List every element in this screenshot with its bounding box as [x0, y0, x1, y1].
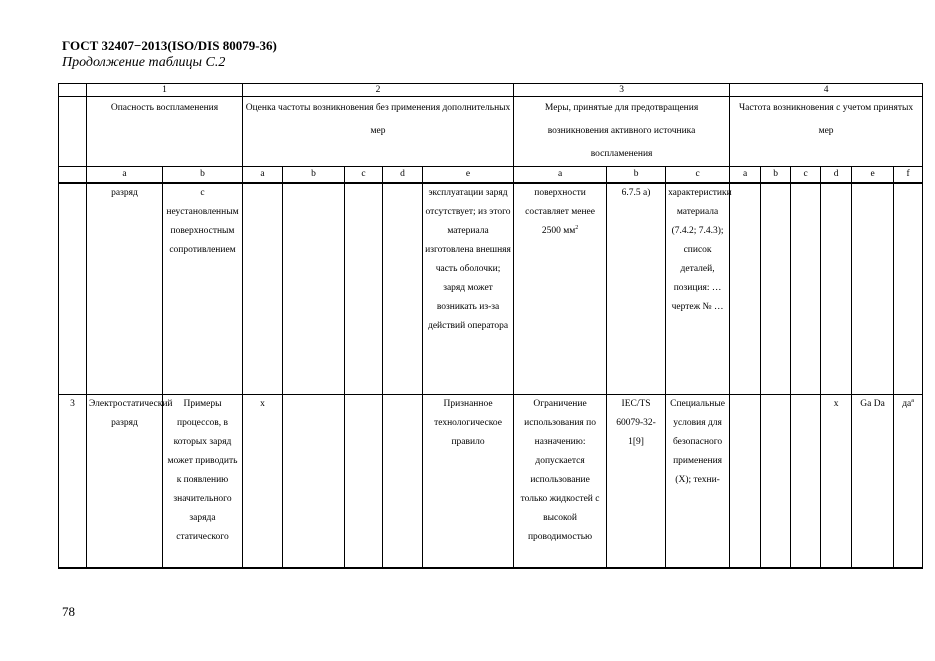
- sub-header: e: [852, 167, 894, 184]
- cell-frequency-a: х: [243, 395, 283, 569]
- empty-cell: [59, 167, 87, 184]
- cell-measure-reference: IEC/TS 60079-32-1[9]: [607, 395, 666, 569]
- cell-frequency-with-measures-d: х: [821, 395, 852, 569]
- sub-header: d: [383, 167, 423, 184]
- empty-cell: [345, 395, 383, 569]
- cell-measure-documentation: Специальные условия для безопасного применения (Х); техни-: [666, 395, 730, 569]
- sub-header: b: [283, 167, 345, 184]
- empty-cell: [821, 183, 852, 395]
- sub-header: a: [514, 167, 607, 184]
- sub-header: f: [894, 167, 923, 184]
- empty-cell: [730, 395, 761, 569]
- hazard-assessment-table: [58, 83, 923, 569]
- empty-cell: [283, 183, 345, 395]
- empty-cell: [59, 97, 87, 167]
- empty-cell: [243, 183, 283, 395]
- sub-header: a: [730, 167, 761, 184]
- page-number: 78: [62, 604, 75, 619]
- empty-cell: [761, 395, 791, 569]
- sub-header: d: [821, 167, 852, 184]
- group-header-frequency-assessment: Оценка частоты возникновения без применения дополнительных мер: [243, 97, 514, 167]
- empty-cell: [730, 183, 761, 395]
- column-number: 2: [243, 84, 514, 97]
- group-header-measures: Меры, принятые для предотвращения возникновения активного источника воспламенения: [514, 97, 730, 167]
- empty-cell: [283, 395, 345, 569]
- column-number: 3: [514, 84, 730, 97]
- sub-header: e: [423, 167, 514, 184]
- row-number: 3: [59, 395, 87, 569]
- empty-cell: [59, 84, 87, 97]
- sub-header: c: [666, 167, 730, 184]
- cell-measure-documentation: характеристики материала (7.4.2; 7.4.3); список деталей, позиция: … чертеж № …: [666, 183, 730, 395]
- document-title: ГОСТ 32407−2013(ISO/DIS 80079-36): [62, 38, 277, 53]
- group-header-ignition-hazard: Опасность воспламенения: [87, 97, 243, 167]
- cell-measure-description: Ограничение использования по назначению: допускается использование только жидкостей с высокой проводимостью: [514, 395, 607, 569]
- empty-cell: [761, 183, 791, 395]
- group-header-frequency-with-measures: Частота возникновения с учетом принятых мер: [730, 97, 923, 167]
- sub-header: c: [791, 167, 821, 184]
- superscript: 2: [575, 224, 579, 231]
- empty-cell: [791, 183, 821, 395]
- empty-cell: [345, 183, 383, 395]
- column-number-row: [59, 84, 923, 97]
- cell-measure-reference: 6.7.5 а): [607, 183, 666, 395]
- column-number: 4: [730, 84, 923, 97]
- cell-result: [894, 395, 923, 569]
- measure-text: поверхности составляет менее 2500 мм: [525, 188, 595, 236]
- sub-header: c: [345, 167, 383, 184]
- cell-measure-description: [514, 183, 607, 395]
- sub-header: a: [87, 167, 163, 184]
- sub-header: b: [761, 167, 791, 184]
- cell-equipment-protection-level: Ga Da: [852, 395, 894, 569]
- row-number: [59, 183, 87, 395]
- empty-cell: [894, 183, 923, 395]
- cell-hazard-type: разряд: [87, 183, 163, 395]
- sub-header: a: [243, 167, 283, 184]
- result-text: да: [902, 399, 912, 409]
- column-number: 1: [87, 84, 243, 97]
- empty-cell: [383, 183, 423, 395]
- sub-header: b: [607, 167, 666, 184]
- table-row: [59, 183, 923, 395]
- empty-cell: [791, 395, 821, 569]
- sub-header: b: [163, 167, 243, 184]
- cell-hazard-type: Электростатический разряд: [87, 395, 163, 569]
- empty-cell: [852, 183, 894, 395]
- superscript: а: [911, 397, 914, 404]
- table-row: [59, 395, 923, 569]
- cell-hazard-description: Примеры процессов, в которых заряд может приводить к появлению значительного заряда статического: [163, 395, 243, 569]
- table-continuation-caption: Продолжение таблицы С.2: [62, 55, 226, 70]
- cell-frequency-reason: Признанное технологическое правило: [423, 395, 514, 569]
- group-header-row: [59, 97, 923, 167]
- sub-header-row: [59, 167, 923, 184]
- cell-frequency-reason: эксплуатации заряд отсутствует; из этого материала изготовлена внешняя часть оболочки; заряд может возникать из-за действий оператора: [423, 183, 514, 395]
- cell-hazard-description: с неустановленным поверхностным сопротивлением: [163, 183, 243, 395]
- empty-cell: [383, 395, 423, 569]
